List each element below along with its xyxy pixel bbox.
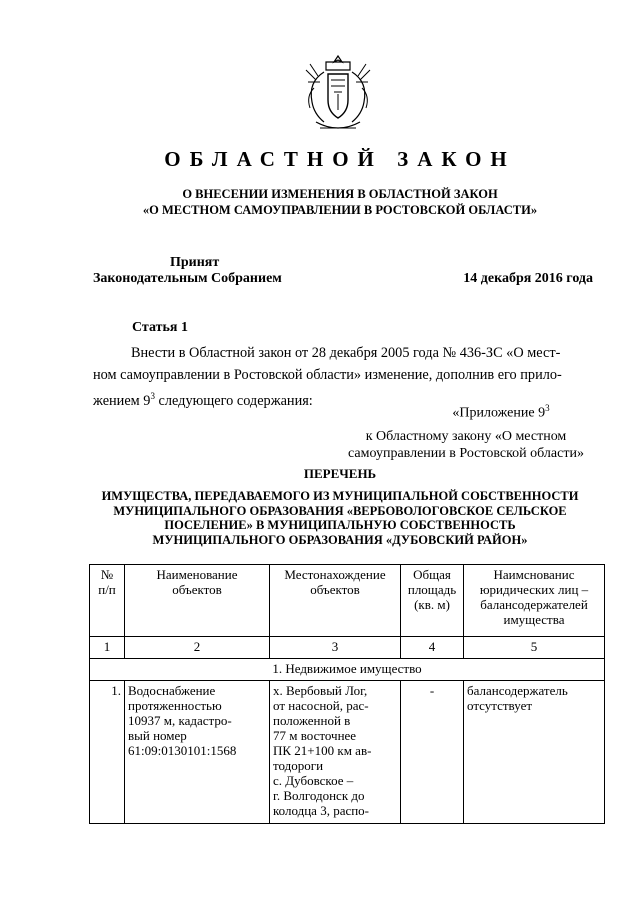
document-subtitle — [90, 186, 590, 218]
appendix-head-text: «Приложение 9 — [452, 405, 546, 421]
document-title: ОБЛАСТНОЙ ЗАКОН — [164, 147, 516, 171]
column-number: 2 — [125, 637, 270, 659]
header-cell — [464, 565, 605, 637]
coat-of-arms-emblem — [298, 52, 378, 138]
appendix-head-superscript: 3 — [545, 403, 550, 413]
header-name: Наименование объектов — [156, 567, 238, 597]
header-cell — [90, 565, 125, 637]
row-balance-holder: балансодержатель отсутствует — [464, 681, 605, 824]
adopted-label: Принят — [170, 255, 220, 270]
row-number: 1. — [90, 681, 125, 824]
row-object-location: х. Вербовый Лог, от насосной, рас- положенной в 77 м восточнее ПК 21+100 км ав- тодороги с. Дубовское – г. Волгодонск до колодца 3, распо- — [270, 681, 401, 824]
table-row — [90, 681, 605, 824]
appendix-line-2: самоуправлении в Ростовской области» — [348, 445, 584, 461]
table-number-row — [90, 637, 605, 659]
column-number: 3 — [270, 637, 401, 659]
header-cell — [270, 565, 401, 637]
appendix-line-1: к Областному закону «О местном — [365, 428, 567, 444]
column-number: 5 — [464, 637, 605, 659]
subtitle-line-1: О ВНЕСЕНИИ ИЗМЕНЕНИЯ В ОБЛАСТНОЙ ЗАКОН — [182, 187, 498, 201]
table-section-row — [90, 659, 605, 681]
header-area: Общая площадь (кв. м) — [407, 567, 457, 612]
paragraph-superscript: 3 — [150, 391, 155, 401]
list-subtitle-line-4: МУНИЦИПАЛЬНОГО ОБРАЗОВАНИЯ «ДУБОВСКИЙ РАЙОН» — [152, 532, 528, 547]
header-location: Местонахождение объектов — [284, 567, 386, 597]
adoption-block — [93, 255, 282, 287]
section-title: 1. Недвижимое имущество — [90, 659, 605, 681]
article-title: Статья 1 — [132, 320, 188, 335]
appendix-head — [340, 400, 592, 422]
header-num: № п/п — [98, 567, 116, 597]
paragraph-line-2: ном самоуправлении в Ростовской области» изменение, дополнив его прило- — [93, 366, 562, 383]
table-header-row — [90, 565, 605, 637]
list-subtitle-line-2: МУНИЦИПАЛЬНОГО ОБРАЗОВАНИЯ «ВЕРБОВОЛОГОВСКОЕ СЕЛЬСКОЕ — [113, 503, 567, 518]
list-subtitle — [90, 489, 590, 547]
header-cell — [125, 565, 270, 637]
list-subtitle-line-1: ИМУЩЕСТВА, ПЕРЕДАВАЕМОГО ИЗ МУНИЦИПАЛЬНОЙ СОБСТВЕННОСТИ — [101, 489, 579, 503]
appendix-reference — [340, 400, 592, 462]
row-object-name: Водоснабжение протяженностью 10937 м, кадастро- вый номер 61:09:0130101:1568 — [125, 681, 270, 824]
paragraph-line-1: Внести в Областной закон от 28 декабря 2005 года № 436-ЗС «О мест- — [131, 345, 561, 361]
header-cell — [401, 565, 464, 637]
adoption-date: 14 декабря 2016 года — [463, 271, 593, 286]
column-number: 4 — [401, 637, 464, 659]
list-subtitle-line-3: ПОСЕЛЕНИЕ» В МУНИЦИПАЛЬНУЮ СОБСТВЕННОСТЬ — [164, 518, 516, 532]
subtitle-line-2: «О МЕСТНОМ САМОУПРАВЛЕНИИ В РОСТОВСКОЙ ОБЛАСТИ» — [142, 203, 538, 217]
column-number: 1 — [90, 637, 125, 659]
list-title: ПЕРЕЧЕНЬ — [303, 466, 377, 481]
header-holder: Наимснованис юридических лиц – балансодержателей имущества — [479, 567, 589, 627]
adopted-by-label: Законодательным Собранием — [93, 271, 282, 286]
property-table — [89, 564, 605, 824]
row-object-area: - — [401, 681, 464, 824]
paragraph-line-3b: следующего содержания: — [154, 392, 313, 409]
paragraph-line-3a: жением 9 — [93, 392, 151, 409]
